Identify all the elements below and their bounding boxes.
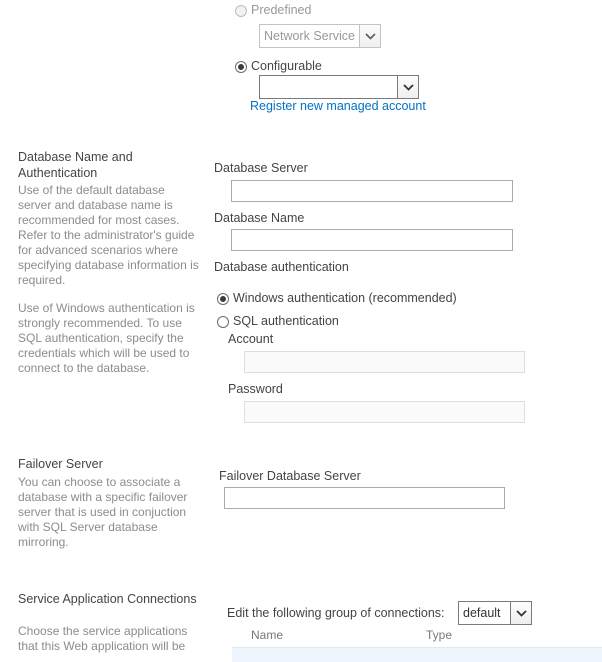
chevron-down-icon bbox=[510, 602, 531, 624]
chevron-down-icon bbox=[359, 25, 380, 47]
connection-group-value: default bbox=[463, 606, 501, 620]
register-new-managed-account-link[interactable]: Register new managed account bbox=[250, 99, 426, 113]
radio-sql-authentication-label: SQL authentication bbox=[233, 314, 339, 328]
label-database-server: Database Server bbox=[214, 161, 308, 175]
label-edit-connection-group: Edit the following group of connections: bbox=[227, 606, 445, 620]
radio-configurable-identity[interactable] bbox=[235, 59, 322, 74]
radio-sql-authentication[interactable] bbox=[217, 314, 339, 329]
radio-sql-authentication-indicator bbox=[217, 316, 229, 328]
radio-predefined-label: Predefined bbox=[251, 3, 312, 17]
failover-database-server-input[interactable] bbox=[224, 487, 505, 509]
label-sql-account: Account bbox=[228, 332, 274, 346]
sql-password-input[interactable] bbox=[244, 401, 525, 423]
column-header-name: Name bbox=[251, 628, 284, 642]
section-title-database-name-and-authentication: Database Name and Authentication bbox=[18, 150, 133, 180]
configurable-account-value bbox=[260, 76, 397, 98]
service-connections-desc-paragraph: Choose the service applications that this Web application will be bbox=[18, 624, 188, 653]
service-connections-table-header bbox=[232, 627, 602, 647]
database-name-input[interactable] bbox=[231, 229, 513, 251]
label-failover-database-server: Failover Database Server bbox=[219, 469, 361, 483]
section-title-failover-server: Failover Server bbox=[18, 457, 103, 471]
radio-predefined-identity[interactable] bbox=[235, 3, 311, 18]
database-desc-paragraph-2: Use of Windows authentication is strongly recommended. To use SQL authentication, specify the credentials which will be used to connect to the database. bbox=[18, 301, 195, 375]
label-database-authentication: Database authentication bbox=[214, 260, 349, 274]
table-row[interactable] bbox=[232, 647, 602, 662]
radio-windows-authentication[interactable] bbox=[217, 291, 457, 306]
section-desc-database bbox=[18, 183, 200, 376]
database-desc-paragraph-1: Use of the default database server and database name is recommended for most cases. Refer to the administrator's guide for advanced scenarios where specifying database information is required. bbox=[18, 183, 199, 287]
predefined-account-select[interactable] bbox=[259, 24, 381, 48]
radio-configurable-label: Configurable bbox=[251, 59, 322, 73]
connection-group-select[interactable] bbox=[458, 601, 532, 625]
section-desc-service-connections bbox=[18, 624, 200, 654]
failover-desc-paragraph: You can choose to associate a database with a specific failover server that is used in conjuction with SQL Server database mirroring. bbox=[18, 475, 188, 549]
service-connections-table bbox=[232, 627, 602, 662]
section-desc-failover bbox=[18, 475, 200, 550]
column-header-type: Type bbox=[426, 628, 453, 642]
label-database-name: Database Name bbox=[214, 211, 305, 225]
chevron-down-icon bbox=[397, 76, 418, 98]
radio-configurable-indicator bbox=[235, 61, 247, 73]
section-title-service-application-connections: Service Application Connections bbox=[18, 592, 197, 606]
sql-account-input[interactable] bbox=[244, 351, 525, 373]
label-sql-password: Password bbox=[228, 382, 283, 396]
database-server-input[interactable] bbox=[231, 180, 513, 202]
radio-predefined-indicator bbox=[235, 5, 247, 17]
radio-windows-authentication-indicator bbox=[217, 293, 229, 305]
configurable-account-select[interactable] bbox=[259, 75, 419, 99]
predefined-account-value: Network Service bbox=[264, 29, 355, 43]
radio-windows-authentication-label: Windows authentication (recommended) bbox=[233, 291, 457, 305]
